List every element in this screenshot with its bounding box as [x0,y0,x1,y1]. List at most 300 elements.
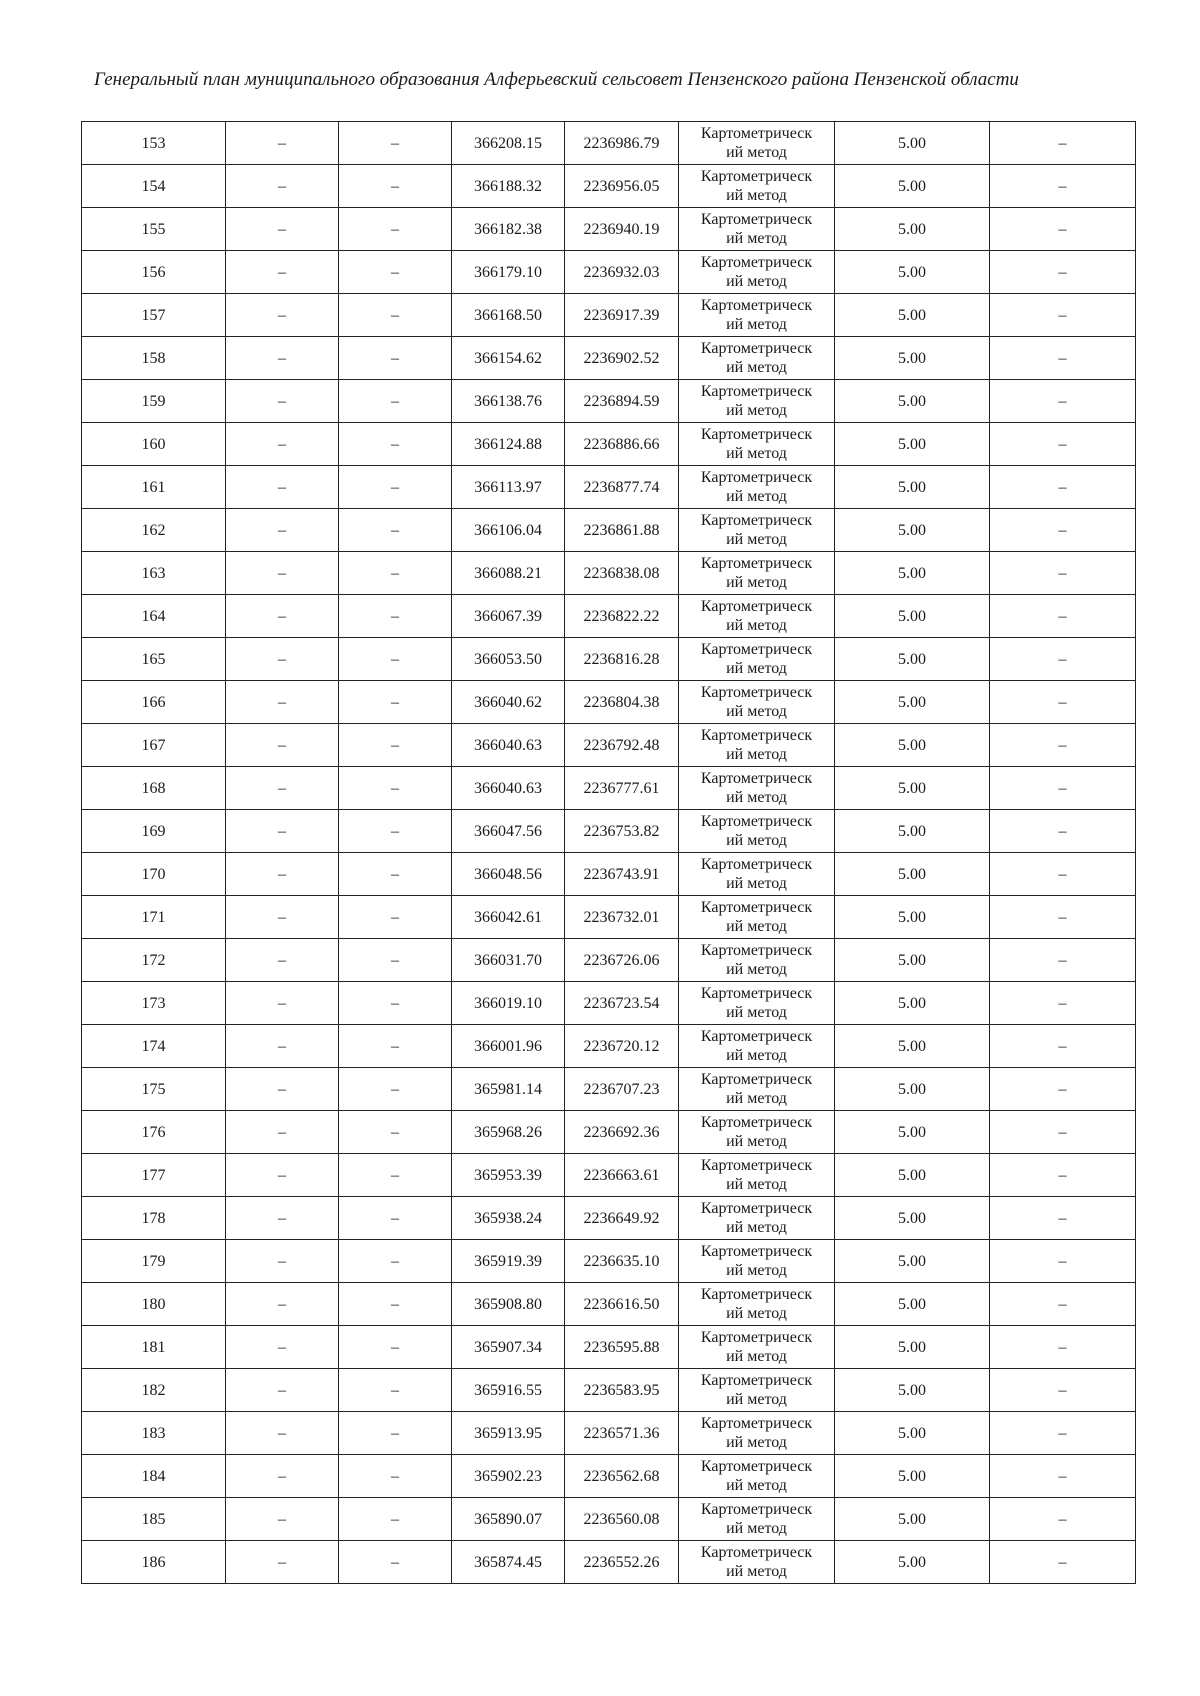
empty-cell: – [339,982,452,1025]
point-number-cell: 156 [82,251,226,294]
table-row [82,939,1136,982]
method-text-line1: Картометрическ [700,1114,813,1131]
method-text-line1: Картометрическ [700,641,813,658]
empty-cell: – [339,939,452,982]
empty-cell: – [339,1412,452,1455]
empty-cell: – [226,982,339,1025]
x-coordinate-cell: 365907.34 [452,1326,565,1369]
method-cell [679,638,835,681]
x-coordinate-cell: 366048.56 [452,853,565,896]
empty-cell: – [990,595,1136,638]
method-cell [679,466,835,509]
y-coordinate-cell: 2236804.38 [565,681,679,724]
empty-cell: – [990,1197,1136,1240]
x-coordinate-cell: 365902.23 [452,1455,565,1498]
y-coordinate-cell: 2236663.61 [565,1154,679,1197]
point-number-cell: 160 [82,423,226,466]
table-row [82,380,1136,423]
table-row [82,1369,1136,1412]
table-row [82,251,1136,294]
empty-cell: – [339,638,452,681]
empty-cell: – [226,939,339,982]
y-coordinate-cell: 2236917.39 [565,294,679,337]
method-text-line2: ий метод [726,1391,787,1408]
table-row [82,810,1136,853]
empty-cell: – [226,810,339,853]
accuracy-cell: 5.00 [835,1412,990,1455]
y-coordinate-cell: 2236894.59 [565,380,679,423]
y-coordinate-cell: 2236571.36 [565,1412,679,1455]
method-text-line1: Картометрическ [700,856,813,873]
method-text-line1: Картометрическ [700,985,813,1002]
x-coordinate-cell: 365953.39 [452,1154,565,1197]
method-text-line1: Картометрическ [700,1329,813,1346]
empty-cell: – [990,1369,1136,1412]
table-row [82,595,1136,638]
method-cell [679,724,835,767]
method-cell [679,1068,835,1111]
empty-cell: – [339,1197,452,1240]
y-coordinate-cell: 2236562.68 [565,1455,679,1498]
empty-cell: – [339,767,452,810]
empty-cell: – [226,337,339,380]
empty-cell: – [339,380,452,423]
point-number-cell: 162 [82,509,226,552]
empty-cell: – [990,853,1136,896]
table-row [82,1111,1136,1154]
empty-cell: – [339,1283,452,1326]
empty-cell: – [226,1455,339,1498]
y-coordinate-cell: 2236583.95 [565,1369,679,1412]
empty-cell: – [226,1541,339,1584]
empty-cell: – [339,896,452,939]
table-row [82,1412,1136,1455]
method-cell [679,122,835,165]
empty-cell: – [339,509,452,552]
x-coordinate-cell: 366113.97 [452,466,565,509]
accuracy-cell: 5.00 [835,982,990,1025]
empty-cell: – [990,1455,1136,1498]
empty-cell: – [226,423,339,466]
method-text-line1: Картометрическ [700,211,813,228]
table-row [82,724,1136,767]
method-text-line1: Картометрическ [700,426,813,443]
method-cell [679,853,835,896]
table-row [82,1498,1136,1541]
point-number-cell: 175 [82,1068,226,1111]
y-coordinate-cell: 2236723.54 [565,982,679,1025]
x-coordinate-cell: 366106.04 [452,509,565,552]
empty-cell: – [339,681,452,724]
point-number-cell: 179 [82,1240,226,1283]
point-number-cell: 166 [82,681,226,724]
accuracy-cell: 5.00 [835,1455,990,1498]
page-header: Генеральный план муниципального образования Алферьевский сельсовет Пензенского района Пензенской области [94,69,1019,90]
y-coordinate-cell: 2236816.28 [565,638,679,681]
method-text-line2: ий метод [726,1090,787,1107]
method-cell [679,1154,835,1197]
method-text-line1: Картометрическ [700,168,813,185]
point-number-cell: 165 [82,638,226,681]
empty-cell: – [990,337,1136,380]
method-text-line1: Картометрическ [700,770,813,787]
method-text-line2: ий метод [726,144,787,161]
empty-cell: – [339,1326,452,1369]
y-coordinate-cell: 2236732.01 [565,896,679,939]
method-text-line2: ий метод [726,1305,787,1322]
empty-cell: – [990,1498,1136,1541]
empty-cell: – [226,509,339,552]
table-row [82,1068,1136,1111]
table-row [82,638,1136,681]
method-cell [679,1455,835,1498]
method-cell [679,337,835,380]
method-text-line2: ий метод [726,703,787,720]
method-text-line1: Картометрическ [700,1501,813,1518]
y-coordinate-cell: 2236743.91 [565,853,679,896]
table-row [82,767,1136,810]
method-cell [679,509,835,552]
table-row [82,982,1136,1025]
x-coordinate-cell: 366019.10 [452,982,565,1025]
empty-cell: – [226,466,339,509]
x-coordinate-cell: 366040.63 [452,767,565,810]
method-text-line2: ий метод [726,1133,787,1150]
method-cell [679,1025,835,1068]
empty-cell: – [339,810,452,853]
method-text-line2: ий метод [726,1176,787,1193]
point-number-cell: 178 [82,1197,226,1240]
empty-cell: – [990,1025,1136,1068]
empty-cell: – [339,337,452,380]
empty-cell: – [990,1240,1136,1283]
accuracy-cell: 5.00 [835,896,990,939]
empty-cell: – [226,595,339,638]
method-cell [679,595,835,638]
method-text-line2: ий метод [726,875,787,892]
method-text-line1: Картометрическ [700,1415,813,1432]
empty-cell: – [226,165,339,208]
table-row [82,1197,1136,1240]
table-body [82,122,1136,1584]
x-coordinate-cell: 365968.26 [452,1111,565,1154]
method-text-line2: ий метод [726,1434,787,1451]
x-coordinate-cell: 366138.76 [452,380,565,423]
accuracy-cell: 5.00 [835,552,990,595]
method-cell [679,1326,835,1369]
empty-cell: – [339,208,452,251]
accuracy-cell: 5.00 [835,1240,990,1283]
point-number-cell: 154 [82,165,226,208]
empty-cell: – [226,1498,339,1541]
method-text-line1: Картометрическ [700,297,813,314]
method-text-line1: Картометрическ [700,512,813,529]
method-text-line2: ий метод [726,1219,787,1236]
x-coordinate-cell: 366188.32 [452,165,565,208]
method-text-line2: ий метод [726,918,787,935]
y-coordinate-cell: 2236861.88 [565,509,679,552]
accuracy-cell: 5.00 [835,767,990,810]
empty-cell: – [339,165,452,208]
y-coordinate-cell: 2236726.06 [565,939,679,982]
method-text-line2: ий метод [726,1047,787,1064]
point-number-cell: 172 [82,939,226,982]
method-cell [679,1283,835,1326]
x-coordinate-cell: 365890.07 [452,1498,565,1541]
method-text-line2: ий метод [726,574,787,591]
coordinates-table [81,121,1136,1584]
method-text-line2: ий метод [726,961,787,978]
point-number-cell: 181 [82,1326,226,1369]
empty-cell: – [339,724,452,767]
method-text-line2: ий метод [726,1520,787,1537]
y-coordinate-cell: 2236616.50 [565,1283,679,1326]
x-coordinate-cell: 365981.14 [452,1068,565,1111]
y-coordinate-cell: 2236940.19 [565,208,679,251]
y-coordinate-cell: 2236986.79 [565,122,679,165]
point-number-cell: 184 [82,1455,226,1498]
empty-cell: – [226,1369,339,1412]
y-coordinate-cell: 2236838.08 [565,552,679,595]
empty-cell: – [339,122,452,165]
empty-cell: – [226,1197,339,1240]
empty-cell: – [226,1068,339,1111]
method-text-line1: Картометрическ [700,899,813,916]
accuracy-cell: 5.00 [835,509,990,552]
method-text-line2: ий метод [726,617,787,634]
method-text-line1: Картометрическ [700,1372,813,1389]
y-coordinate-cell: 2236753.82 [565,810,679,853]
method-cell [679,1111,835,1154]
empty-cell: – [990,939,1136,982]
accuracy-cell: 5.00 [835,423,990,466]
method-text-line2: ий метод [726,1262,787,1279]
table-row [82,466,1136,509]
empty-cell: – [226,251,339,294]
table-row [82,423,1136,466]
y-coordinate-cell: 2236552.26 [565,1541,679,1584]
empty-cell: – [339,1240,452,1283]
y-coordinate-cell: 2236635.10 [565,1240,679,1283]
table-row [82,1154,1136,1197]
point-number-cell: 185 [82,1498,226,1541]
method-cell [679,423,835,466]
method-cell [679,939,835,982]
y-coordinate-cell: 2236707.23 [565,1068,679,1111]
y-coordinate-cell: 2236932.03 [565,251,679,294]
empty-cell: – [226,122,339,165]
accuracy-cell: 5.00 [835,638,990,681]
accuracy-cell: 5.00 [835,294,990,337]
point-number-cell: 170 [82,853,226,896]
point-number-cell: 176 [82,1111,226,1154]
method-text-line1: Картометрическ [700,1157,813,1174]
point-number-cell: 157 [82,294,226,337]
x-coordinate-cell: 366208.15 [452,122,565,165]
method-cell [679,552,835,595]
table-row [82,1240,1136,1283]
accuracy-cell: 5.00 [835,853,990,896]
method-text-line1: Картометрическ [700,254,813,271]
method-text-line2: ий метод [726,187,787,204]
method-text-line1: Картометрическ [700,125,813,142]
empty-cell: – [339,294,452,337]
empty-cell: – [226,1025,339,1068]
point-number-cell: 161 [82,466,226,509]
method-cell [679,896,835,939]
empty-cell: – [990,1541,1136,1584]
accuracy-cell: 5.00 [835,1111,990,1154]
x-coordinate-cell: 366053.50 [452,638,565,681]
empty-cell: – [990,767,1136,810]
x-coordinate-cell: 365938.24 [452,1197,565,1240]
method-text-line2: ий метод [726,531,787,548]
empty-cell: – [990,1412,1136,1455]
table-row [82,896,1136,939]
accuracy-cell: 5.00 [835,681,990,724]
x-coordinate-cell: 366182.38 [452,208,565,251]
y-coordinate-cell: 2236902.52 [565,337,679,380]
method-text-line1: Картометрическ [700,1458,813,1475]
empty-cell: – [226,681,339,724]
accuracy-cell: 5.00 [835,595,990,638]
method-cell [679,1412,835,1455]
x-coordinate-cell: 366067.39 [452,595,565,638]
table-row [82,509,1136,552]
point-number-cell: 174 [82,1025,226,1068]
x-coordinate-cell: 365874.45 [452,1541,565,1584]
y-coordinate-cell: 2236649.92 [565,1197,679,1240]
x-coordinate-cell: 366088.21 [452,552,565,595]
empty-cell: – [339,1154,452,1197]
empty-cell: – [990,294,1136,337]
method-cell [679,251,835,294]
table-row [82,552,1136,595]
empty-cell: – [990,423,1136,466]
y-coordinate-cell: 2236822.22 [565,595,679,638]
accuracy-cell: 5.00 [835,380,990,423]
method-cell [679,165,835,208]
accuracy-cell: 5.00 [835,1283,990,1326]
method-text-line1: Картометрическ [700,942,813,959]
method-cell [679,1369,835,1412]
empty-cell: – [226,1111,339,1154]
x-coordinate-cell: 365919.39 [452,1240,565,1283]
method-cell [679,1541,835,1584]
method-text-line2: ий метод [726,746,787,763]
empty-cell: – [226,896,339,939]
y-coordinate-cell: 2236720.12 [565,1025,679,1068]
y-coordinate-cell: 2236886.66 [565,423,679,466]
table-row [82,165,1136,208]
x-coordinate-cell: 366168.50 [452,294,565,337]
method-text-line1: Картометрическ [700,598,813,615]
x-coordinate-cell: 366047.56 [452,810,565,853]
accuracy-cell: 5.00 [835,208,990,251]
method-text-line1: Картометрическ [700,1200,813,1217]
method-text-line2: ий метод [726,1348,787,1365]
table-row [82,853,1136,896]
empty-cell: – [226,1326,339,1369]
method-cell [679,1240,835,1283]
method-text-line2: ий метод [726,488,787,505]
x-coordinate-cell: 366040.63 [452,724,565,767]
empty-cell: – [990,982,1136,1025]
empty-cell: – [990,1283,1136,1326]
point-number-cell: 183 [82,1412,226,1455]
empty-cell: – [226,380,339,423]
x-coordinate-cell: 365908.80 [452,1283,565,1326]
empty-cell: – [226,208,339,251]
x-coordinate-cell: 366001.96 [452,1025,565,1068]
table-row [82,1541,1136,1584]
empty-cell: – [226,1283,339,1326]
empty-cell: – [226,1412,339,1455]
method-text-line2: ий метод [726,1477,787,1494]
empty-cell: – [339,423,452,466]
x-coordinate-cell: 366040.62 [452,681,565,724]
empty-cell: – [226,1240,339,1283]
method-text-line1: Картометрическ [700,555,813,572]
empty-cell: – [339,466,452,509]
empty-cell: – [339,552,452,595]
x-coordinate-cell: 366179.10 [452,251,565,294]
point-number-cell: 158 [82,337,226,380]
empty-cell: – [990,552,1136,595]
accuracy-cell: 5.00 [835,1326,990,1369]
method-text-line2: ий метод [726,273,787,290]
table-row [82,1283,1136,1326]
table-row [82,1326,1136,1369]
point-number-cell: 163 [82,552,226,595]
empty-cell: – [226,853,339,896]
empty-cell: – [339,595,452,638]
point-number-cell: 186 [82,1541,226,1584]
empty-cell: – [990,251,1136,294]
method-text-line1: Картометрическ [700,727,813,744]
point-number-cell: 167 [82,724,226,767]
empty-cell: – [339,1369,452,1412]
x-coordinate-cell: 366042.61 [452,896,565,939]
method-text-line1: Картометрическ [700,469,813,486]
empty-cell: – [990,466,1136,509]
empty-cell: – [990,1154,1136,1197]
accuracy-cell: 5.00 [835,466,990,509]
point-number-cell: 169 [82,810,226,853]
accuracy-cell: 5.00 [835,165,990,208]
point-number-cell: 155 [82,208,226,251]
table-row [82,294,1136,337]
method-text-line2: ий метод [726,1563,787,1580]
y-coordinate-cell: 2236692.36 [565,1111,679,1154]
method-cell [679,982,835,1025]
accuracy-cell: 5.00 [835,1498,990,1541]
accuracy-cell: 5.00 [835,1369,990,1412]
empty-cell: – [226,638,339,681]
x-coordinate-cell: 365916.55 [452,1369,565,1412]
method-cell [679,380,835,423]
empty-cell: – [339,1068,452,1111]
empty-cell: – [990,1326,1136,1369]
empty-cell: – [990,208,1136,251]
empty-cell: – [339,1111,452,1154]
empty-cell: – [990,165,1136,208]
y-coordinate-cell: 2236560.08 [565,1498,679,1541]
empty-cell: – [339,251,452,294]
point-number-cell: 171 [82,896,226,939]
empty-cell: – [990,380,1136,423]
x-coordinate-cell: 366031.70 [452,939,565,982]
